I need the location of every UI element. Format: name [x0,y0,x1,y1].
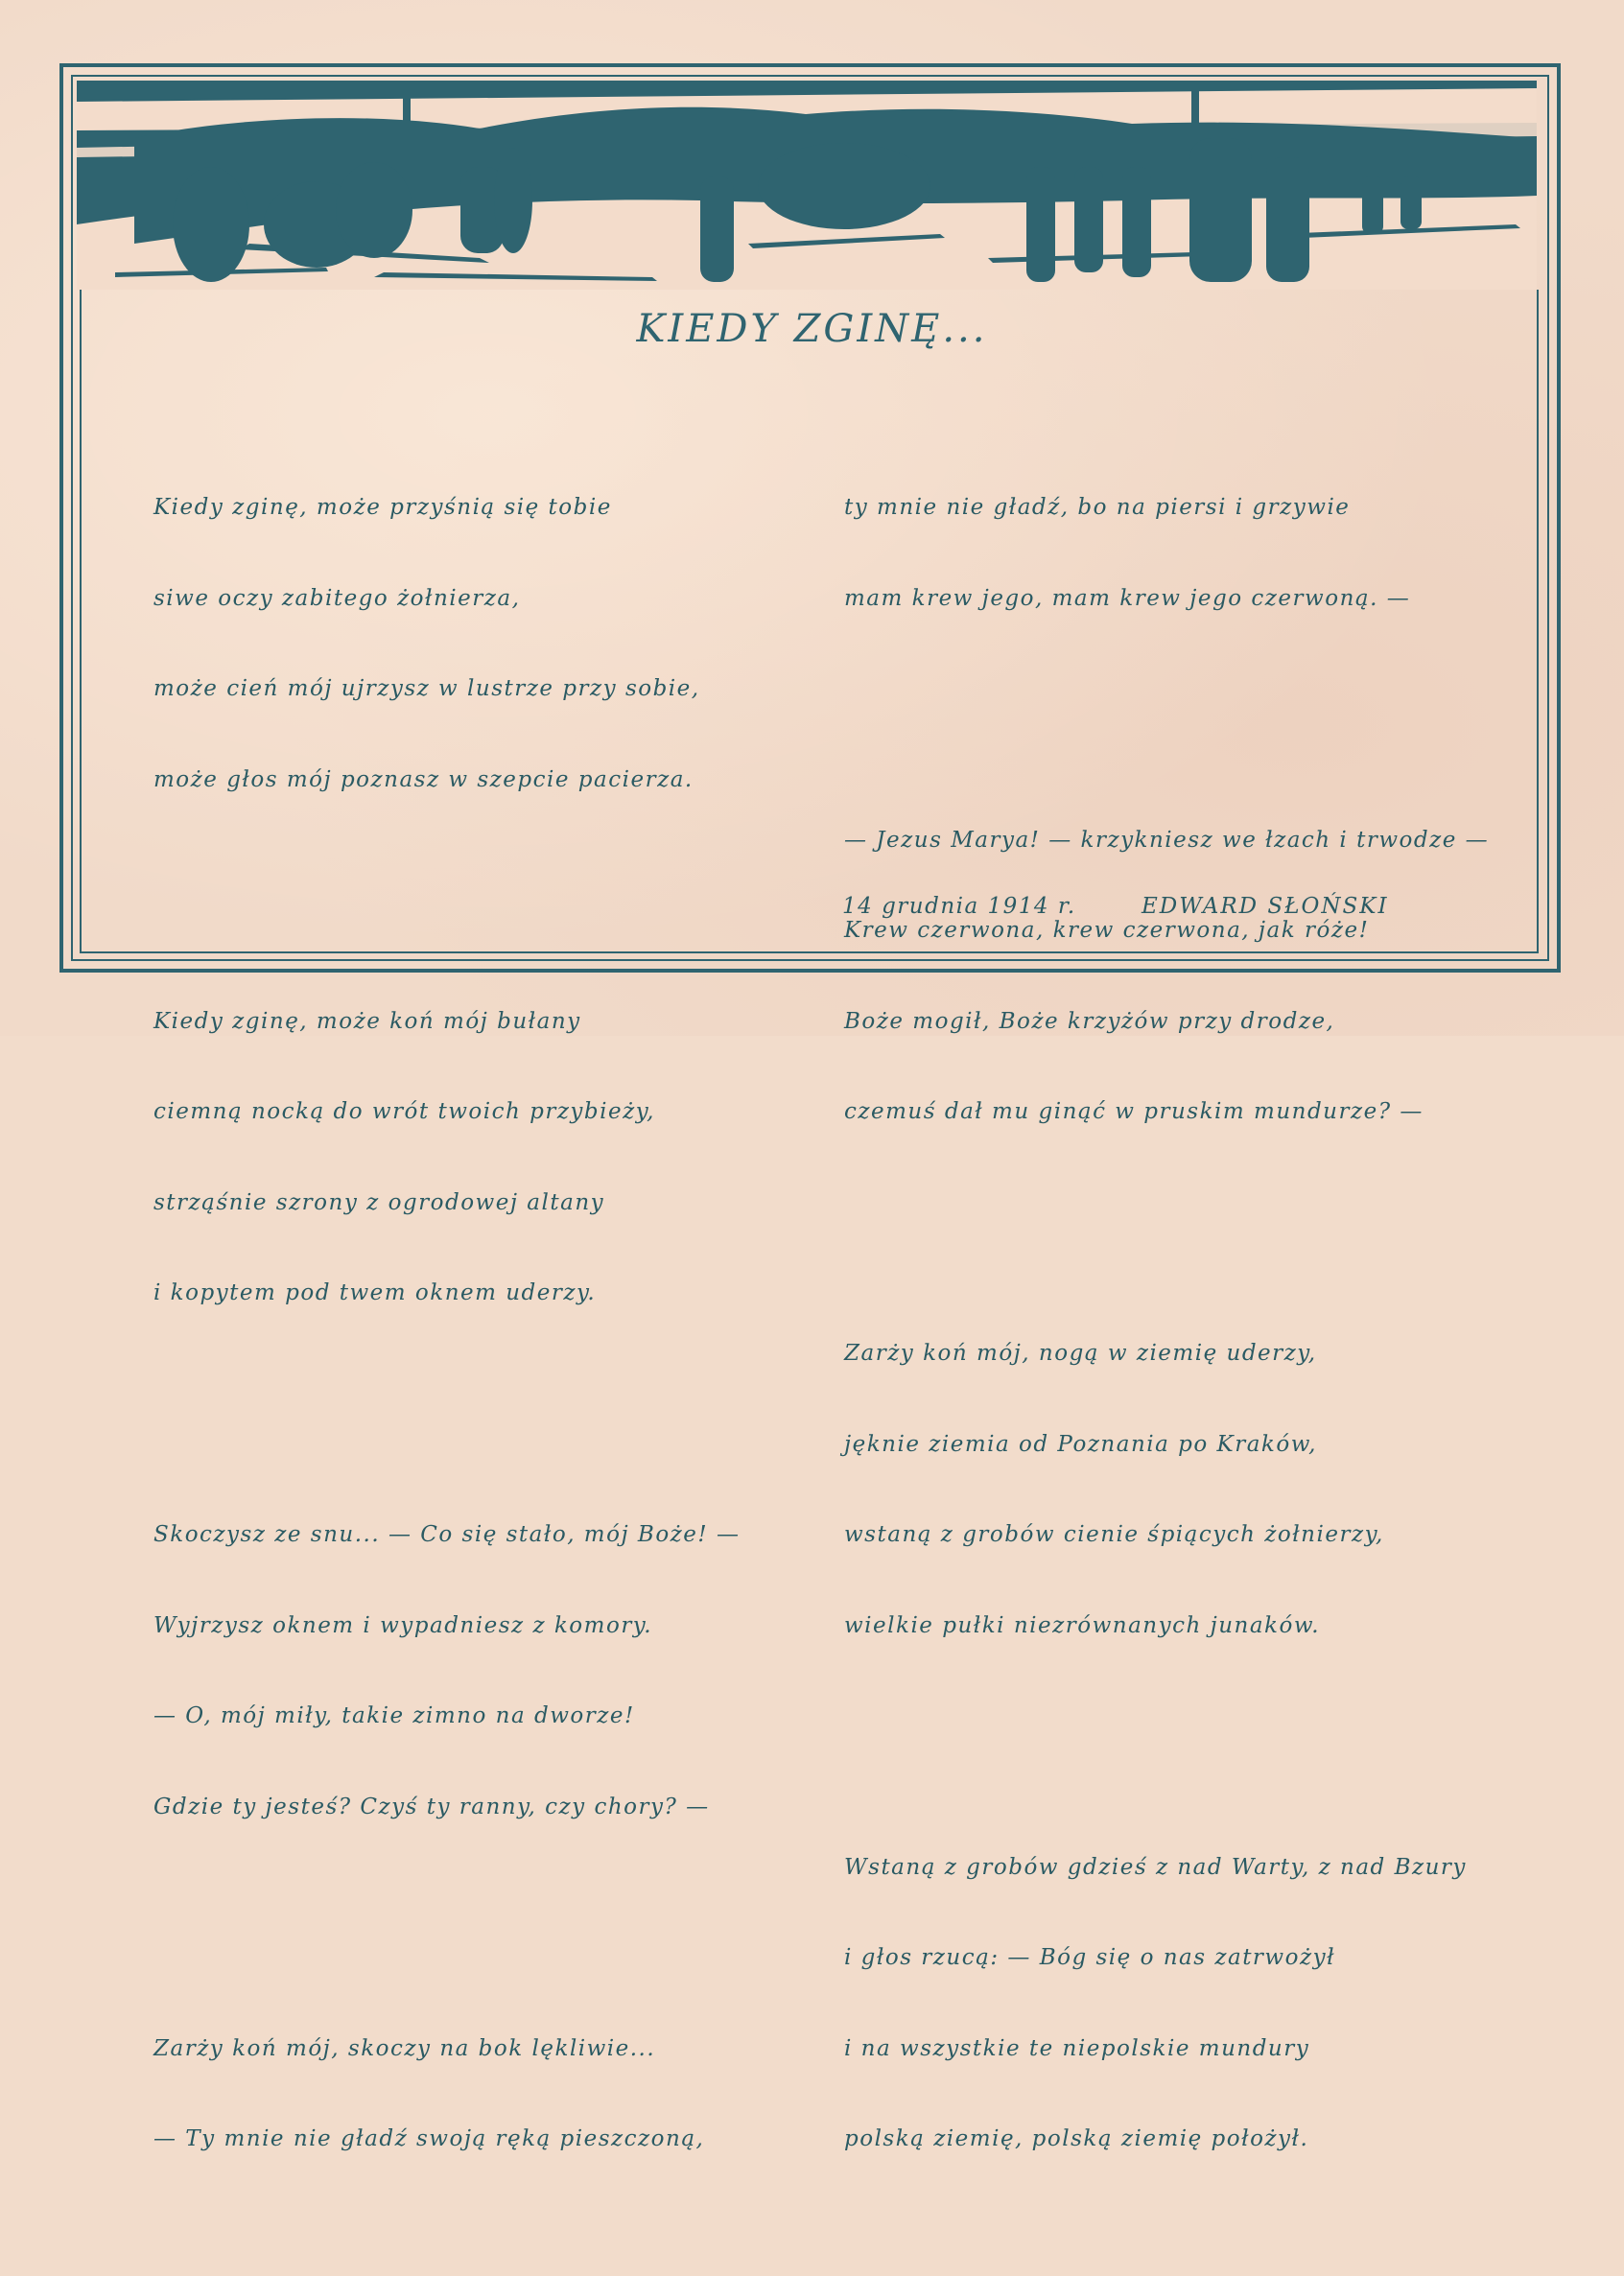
stanza [153,1974,740,2216]
poem-line: i głos rzucą: — Bóg się o nas zatrwożył [844,1945,1336,1970]
stanza [844,1793,1489,2216]
poem-line: i na wszystkie te niepolskie mundury [844,2035,1310,2061]
poem-line: jęknie ziemia od Poznania po Kraków, [844,1431,1317,1457]
poem-line: wstaną z grobów cienie śpiących żołnierzy, [844,1522,1384,1547]
poem-line: Boże mogił, Boże krzyżów przy drodze, [844,1008,1335,1034]
stanza [153,1460,740,1883]
stanza [153,947,740,1370]
poem-line: może głos mój poznasz w szepcie pacierza. [153,766,694,792]
poem-line: wielkie pułki niezrównanych junaków. [844,1612,1321,1638]
poem-line: Wyjrzysz oknem i wypadniesz z komory. [153,1612,653,1638]
stanza [844,433,1489,674]
poem-line: ciemną nocką do wrót twoich przybieży, [153,1099,655,1124]
poem-line: strząśnie szrony z ogrodowej altany [153,1189,605,1215]
stanza [153,433,740,856]
stanza [844,1279,1489,1701]
winter-march-soldiers-silhouette-icon [77,81,1537,290]
poem-line: może cień mój ujrzysz w lustrze przy sobie, [153,676,700,701]
stanza [844,765,1489,1188]
poem-title: KIEDY ZGINĘ... [636,307,988,351]
poem-line: — O, mój miły, takie zimno na dworze! [153,1703,635,1728]
poem-line: — Jezus Marya! — krzykniesz we łzach i trwodze — [844,827,1490,853]
poem-line: Zarży koń mój, skoczy na bok lękliwie... [153,2035,656,2061]
poem-date: 14 grudnia 1914 r. [842,894,1076,919]
poem-line: polską ziemię, polską ziemię położył. [844,2126,1309,2151]
poem-line: mam krew jego, mam krew jego czerwoną. — [844,585,1411,611]
poem-line: czemuś dał mu ginąć w pruskim mundurze? — [844,1099,1424,1124]
poem-line: Kiedy zginę, może przyśnią się tobie [153,495,612,520]
poem-right-column [844,372,1489,2276]
poem-line: Wstaną z grobów gdzieś z nad Warty, z nad Bzury [844,1854,1467,1880]
poem-line: Gdzie ty jesteś? Czyś ty ranny, czy chory? — [153,1794,710,1819]
poem-line: Skoczysz ze snu... — Co się stało, mój Boże! — [153,1522,741,1547]
poem-line: Kiedy zginę, może koń mój bułany [153,1008,581,1034]
poem-line: Zarży koń mój, nogą w ziemię uderzy, [844,1341,1317,1366]
poem-line: ty mnie nie gładź, bo na piersi i grzywie [844,495,1351,520]
poem-left-column [153,372,740,2276]
poem-line: i kopytem pod twem oknem uderzy. [153,1280,597,1305]
poem-line: Krew czerwona, krew czerwona, jak róże! [844,918,1370,943]
poem-line: — Ty mnie nie gładź swoją ręką pieszczoną, [153,2126,705,2151]
poem-author: EDWARD SŁOŃSKI [1142,894,1389,919]
poem-line: siwe oczy zabitego żołnierza, [153,585,521,611]
